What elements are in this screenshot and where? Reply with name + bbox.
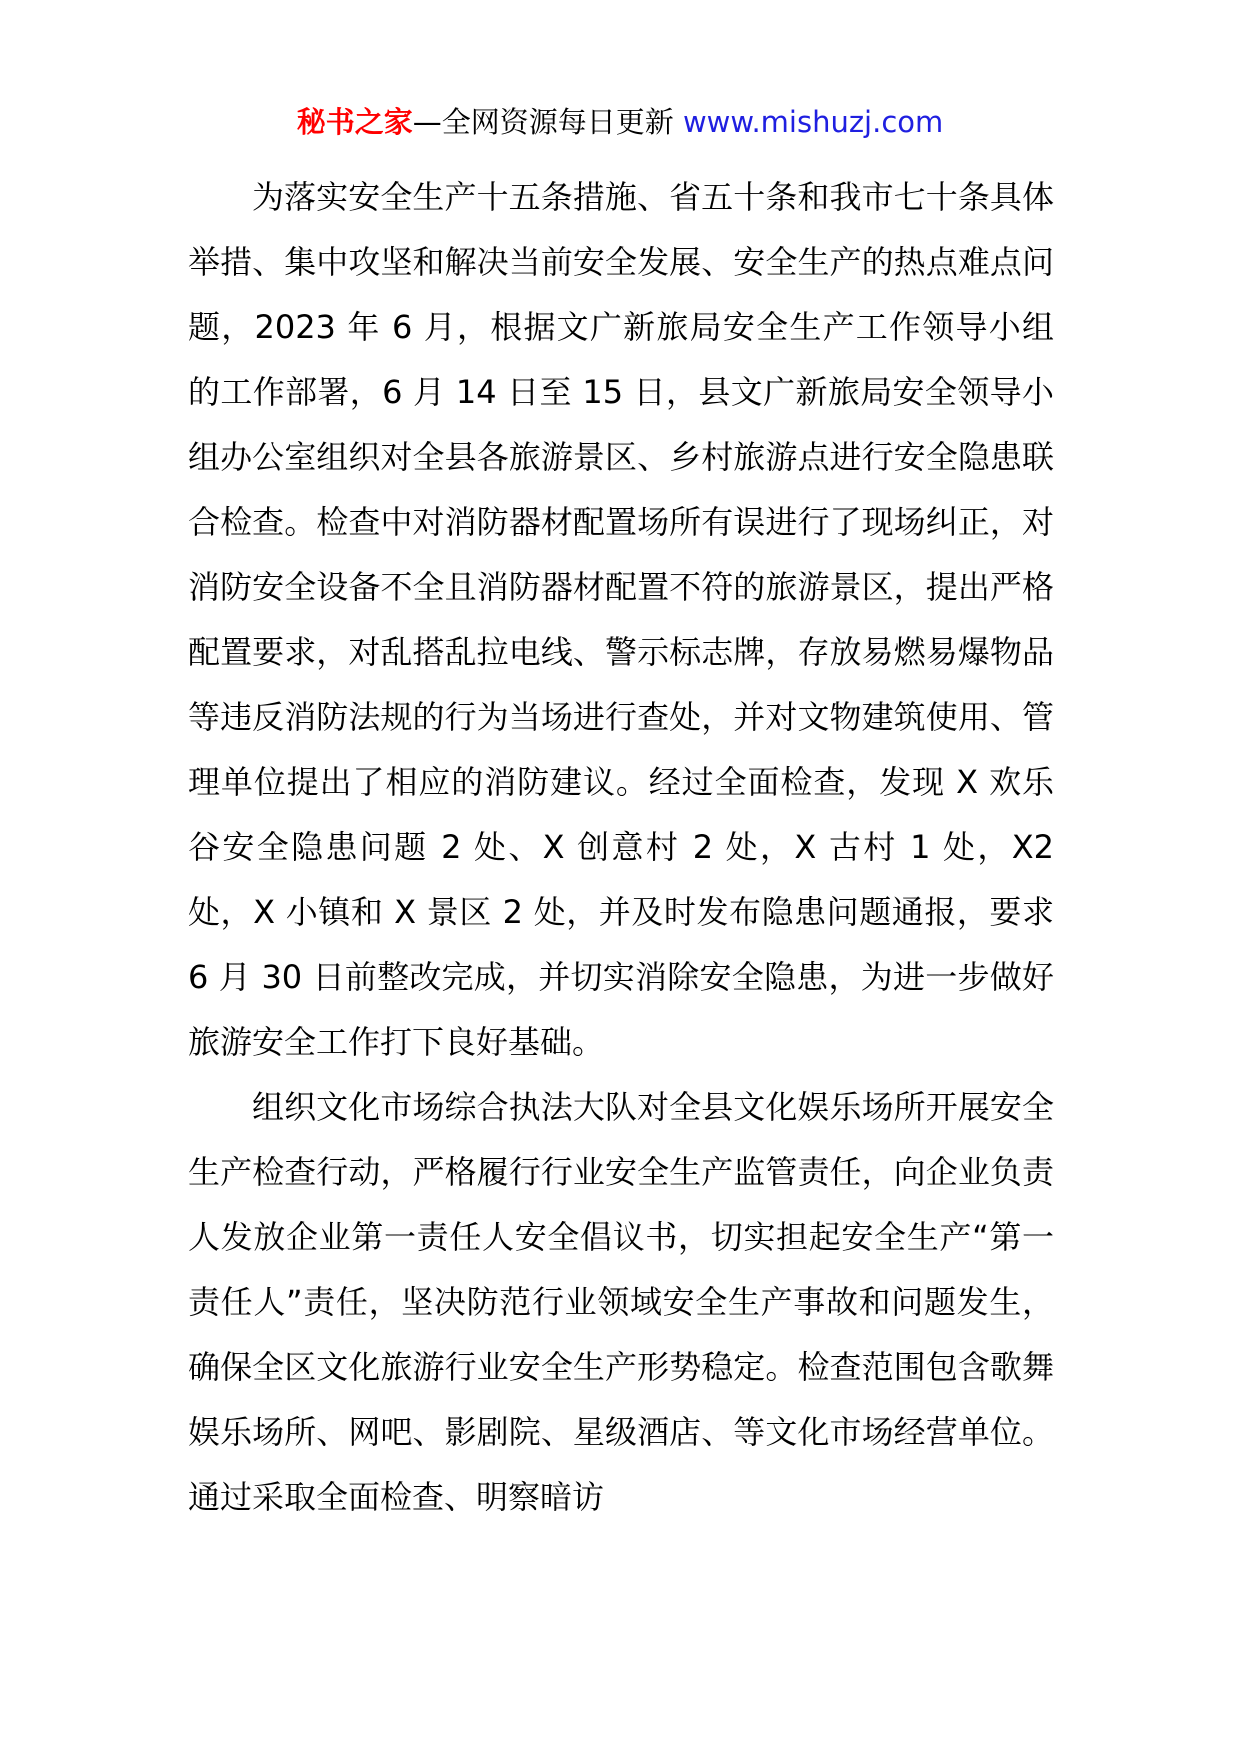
site-header — [0, 102, 1240, 142]
paragraph-culture-market-enforcement: 组织文化市场综合执法大队对全县文化娱乐场所开展安全生产检查行动，严格履行行业安全生产监管责任，向企业负责人发放企业第一责任人安全倡议书，切实担起安全生产“第一责任人”责任，坚决防范行业领域安全生产事故和问题发生，确保全区文化旅游行业安全生产形势稳定。检查范围包含歌舞娱乐场所、网吧、影剧院、星级酒店、等文化市场经营单位。通过采取全面检查、明察暗访 — [188, 1088, 1054, 1516]
site-brand: 秘书之家 — [296, 105, 413, 139]
document-body — [188, 165, 1054, 1530]
site-url-link[interactable]: www.mishuzj.com — [682, 105, 944, 139]
paragraph-safety-inspection: 为落实安全生产十五条措施、省五十条和我市七十条具体举措、集中攻坚和解决当前安全发展、安全生产的热点难点问题，2023 年 6 月，根据文广新旅局安全生产工作领导小组的工作部署，6 月 14 日至 15 日，县文广新旅局安全领导小组办公室组织对全县各旅游景区、乡村旅游点进行安全隐患联合检查。检查中对消防器材配置场所有误进行了现场纠正，对消防安全设备不全且消防器材配置不符的旅游景区，提出严格配置要求，对乱搭乱拉电线、警示标志牌，存放易燃易爆物品等违反消防法规的行为当场进行查处，并对文物建筑使用、管理单位提出了相应的消防建议。经过全面检查，发现 X 欢乐谷安全隐患问题 2 处、X 创意村 2 处，X 古村 1 处，X2 处，X 小镇和 X 景区 2 处，并及时发布隐患问题通报，要求 6 月 30 日前整改完成，并切实消除安全隐患，为进一步做好旅游安全工作打下良好基础。 — [188, 178, 1054, 1061]
site-slogan: —全网资源每日更新 — [412, 105, 674, 139]
